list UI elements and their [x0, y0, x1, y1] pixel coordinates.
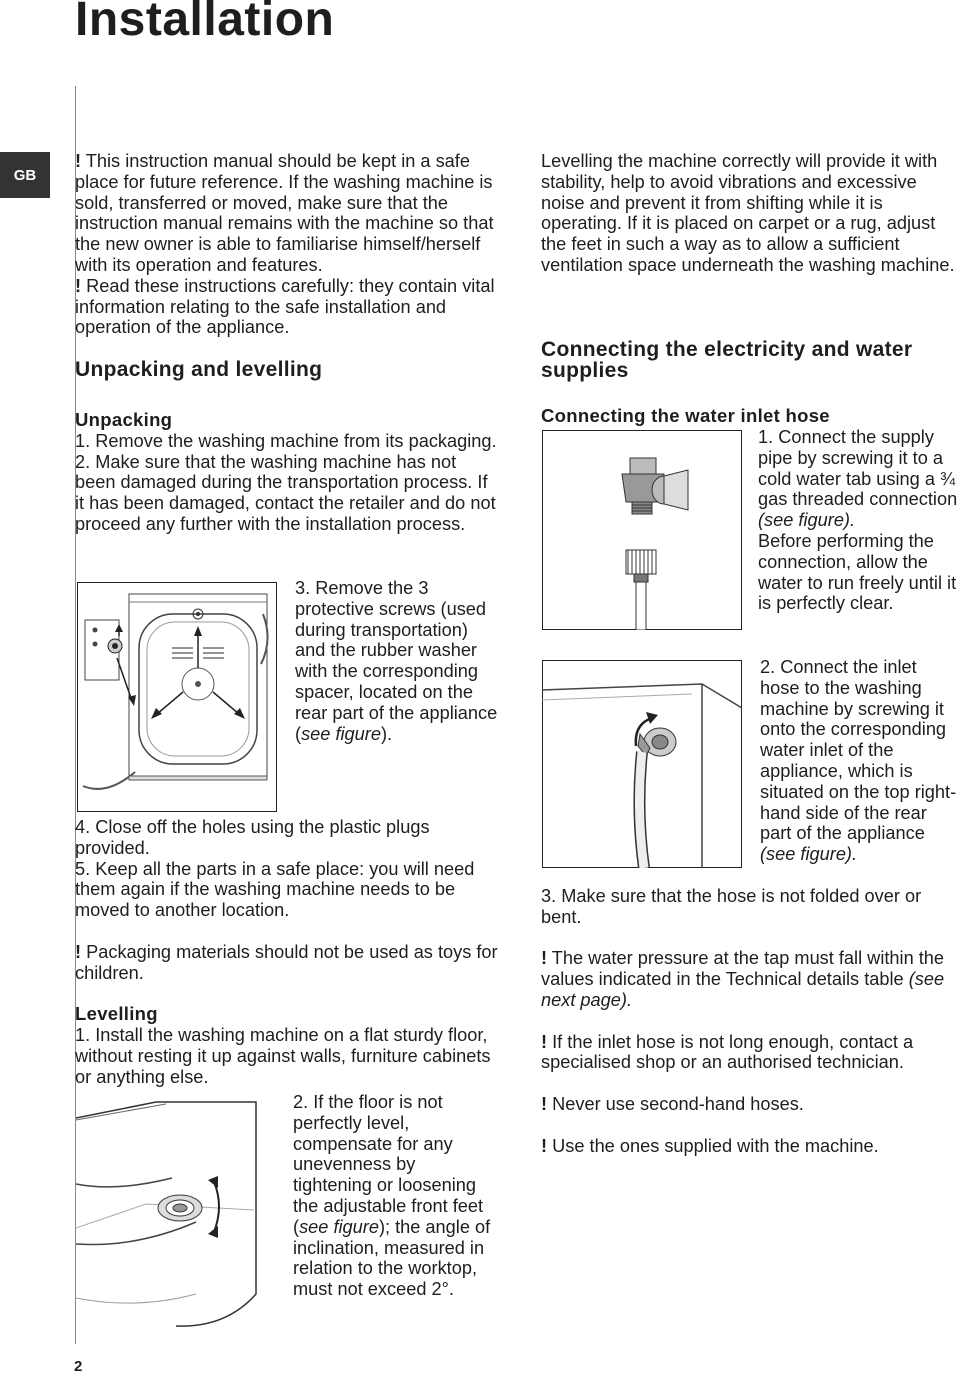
section-heading-connecting: Connecting the electricity and water supplies: [541, 338, 913, 382]
unpacking-step-3: 3. Remove the 3 protective screws (used during transportation) and the rubber washer with the corresponding spacer, located on the rear part of the appliance (see figure).: [295, 578, 498, 744]
inlet-hose-connection-figure: [542, 660, 742, 868]
section-heading-unpacking-levelling: Unpacking and levelling: [75, 358, 323, 381]
warning-mark: !: [541, 1093, 548, 1114]
warning-mark: !: [541, 1031, 548, 1052]
levelling-paragraph: Levelling the machine correctly will provide it with stability, help to avoid vibrations and excessive noise and prevent it from shifting while it is operating. If it is placed on carpet or a rug, adjust the feet in such a way as to allow a sufficient ventilation space underneath the washing machine.: [541, 151, 955, 275]
unpacking-steps-4-5: [75, 817, 500, 1087]
warning-mark: !: [75, 941, 82, 962]
page-number: 2: [74, 1358, 83, 1375]
inlet-step-1: 1. Connect the supply pipe by screwing it to a cold water tab using a ¾ gas threaded connection (see figure). Before performing the connection, allow the water to run freely until it is perfectly clear.: [758, 427, 958, 614]
unpacking-step-4: 4. Close off the holes using the plastic plugs provided.: [75, 817, 430, 858]
inlet-step-2: 2. Connect the inlet hose to the washing machine by screwing it onto the corresponding water inlet of the appliance, which is situated on the top right-hand side of the rear part of the appliance (see figure).: [760, 657, 957, 865]
warning-mark: !: [541, 1135, 548, 1156]
note-hose-length: ! If the inlet hose is not long enough, contact a specialised shop or an authorised technician.: [541, 1031, 914, 1073]
washing-machine-rear-figure: [77, 582, 277, 812]
packaging-warning: ! Packaging materials should not be used as toys for children.: [75, 941, 498, 983]
subheading-water-inlet-hose: Connecting the water inlet hose: [541, 405, 830, 426]
unpacking-block: [75, 410, 500, 535]
levelling-step-1: 1. Install the washing machine on a flat sturdy floor, without resting it up against walls, furniture cabinets or anything else.: [75, 1024, 491, 1087]
subheading-levelling: Levelling: [75, 1003, 158, 1025]
right-column-notes: [541, 886, 959, 1156]
levelling-foot-figure: [76, 1098, 280, 1328]
unpacking-step-2: 2. Make sure that the washing machine has not been damaged during the transportation process. If it has been damaged, contact the retailer and do not proceed any further with the installation process.: [75, 451, 496, 534]
tap-connection-figure: [542, 430, 742, 630]
unpacking-step-5: 5. Keep all the parts in a safe place: you will need them again if the washing machine needs to be moved to another location.: [75, 858, 475, 921]
intro-paragraph-1: ! This instruction manual should be kept in a safe place for future reference. If the washing machine is sold, transferred or moved, make sure that the instruction manual remains with the machine so that the new owner is able to familiarise himself/herself with its operation and features.: [75, 151, 494, 275]
left-column-top: [75, 151, 500, 338]
note-water-pressure: ! The water pressure at the tap must fall within the values indicated in the Technical details table (see next page).: [541, 948, 945, 1010]
unpacking-step-1: 1. Remove the washing machine from its packaging.: [75, 430, 497, 451]
page-title: Installation: [75, 0, 335, 46]
note-supplied-hoses: ! Use the ones supplied with the machine.: [541, 1135, 879, 1156]
subheading-unpacking: Unpacking: [75, 409, 173, 430]
warning-mark: !: [75, 151, 82, 171]
note-second-hand-hoses: ! Never use second-hand hoses.: [541, 1093, 804, 1114]
intro-paragraph-2: ! Read these instructions carefully: they contain vital information relating to the safe installation and operation of the appliance.: [75, 275, 495, 338]
inlet-step-3: 3. Make sure that the hose is not folded over or bent.: [541, 886, 922, 927]
warning-mark: !: [75, 275, 82, 296]
language-tab: GB: [0, 152, 50, 198]
warning-mark: !: [541, 948, 548, 969]
levelling-step-2: 2. If the floor is not perfectly level, compensate for any unevenness by tightening or loosening the adjustable front feet (see figure); the angle of inclination, measured in relation to the worktop, must not exceed 2°.: [293, 1092, 491, 1300]
